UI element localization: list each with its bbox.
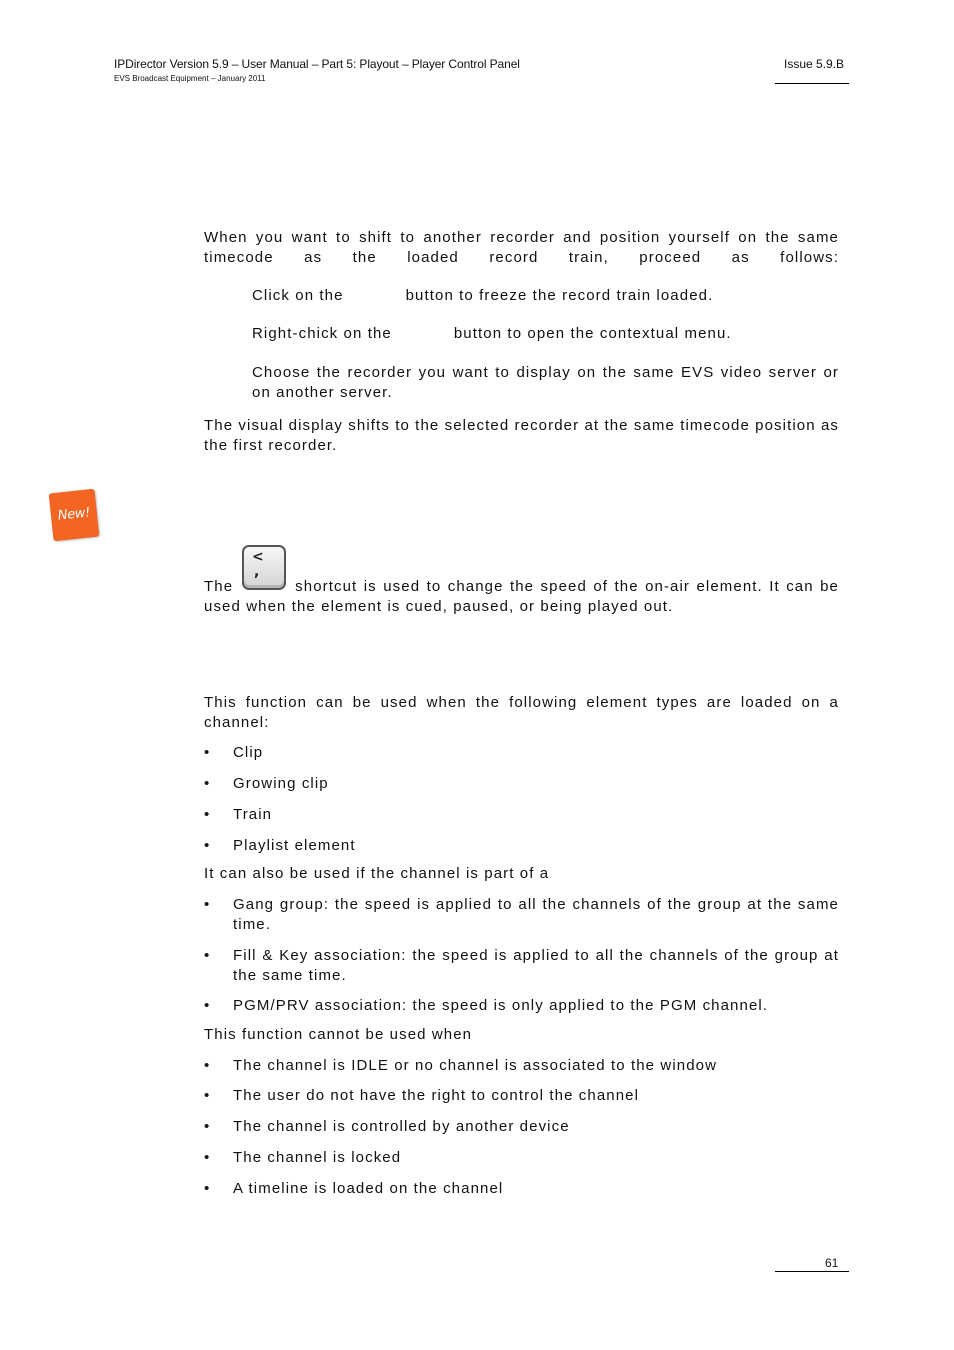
footer-rule [775, 1271, 849, 1272]
step-1-text-a: Click on the [252, 287, 344, 304]
header-rule [775, 83, 849, 84]
step-2 [252, 324, 839, 344]
key-bottom-glyph: , [254, 564, 260, 580]
result-text: The visual display shifts to the selected recorder at the same timecode position as the first recorder. [204, 417, 839, 454]
result-paragraph [204, 416, 839, 455]
list-item-text: The channel is locked [233, 1149, 402, 1166]
step-2-text-a: Right-chick on the [252, 325, 392, 342]
list-item-text: Gang group: the speed is applied to all the channels of the group at the same time. [233, 896, 839, 933]
shortcut-paragraph [204, 577, 839, 616]
new-badge [49, 489, 100, 542]
step-3-text: Choose the recorder you want to display on the same EVS video server or on another server. [252, 364, 839, 401]
cannot-intro [204, 1025, 839, 1045]
step-3 [252, 363, 839, 402]
list-item-text: Growing clip [233, 775, 329, 792]
shortcut-text-b: shortcut is used to change the speed of the on-air element. It can be used when the element is cued, paused, or being played out. [204, 578, 839, 615]
page-number: 61 [825, 1256, 839, 1270]
header-subtitle: EVS Broadcast Equipment – January 2011 [114, 74, 266, 83]
intro-text: When you want to shift to another recorder and position yourself on the same timecode as the loaded record train, proceed as follows: [204, 229, 839, 266]
list-item-text: Train [233, 806, 273, 823]
step-1 [252, 286, 839, 306]
groups-intro [204, 864, 839, 884]
list-item-text: The channel is controlled by another device [233, 1118, 570, 1135]
cannot-intro-text: This function cannot be used when [204, 1026, 473, 1043]
list-item-text: Playlist element [233, 837, 356, 854]
list-item-text: A timeline is loaded on the channel [233, 1180, 504, 1197]
list-item-text: Fill & Key association: the speed is applied to all the channels of the group at the same time. [233, 947, 839, 984]
new-badge-label: New! [57, 505, 91, 524]
list-item-text: PGM/PRV association: the speed is only applied to the PGM channel. [233, 997, 769, 1014]
list-item-text: Clip [233, 744, 264, 761]
step-1-text-b: button to freeze the record train loaded. [405, 287, 714, 304]
header-issue: Issue 5.9.B [784, 57, 845, 71]
shortcut-text-a: The [204, 578, 234, 595]
list-item-text: The user do not have the right to control the channel [233, 1087, 640, 1104]
list-item-text: The channel is IDLE or no channel is associated to the window [233, 1057, 718, 1074]
groups-intro-text: It can also be used if the channel is part of a [204, 865, 550, 882]
types-intro-text: This function can be used when the following element types are loaded on a channel: [204, 694, 839, 731]
key-top-glyph: < [252, 549, 264, 565]
header-title: IPDirector Version 5.9 – User Manual – Part 5: Playout – Player Control Panel [114, 57, 520, 71]
types-intro [204, 693, 839, 732]
intro-paragraph [204, 228, 839, 267]
step-2-text-b: button to open the contextual menu. [453, 325, 732, 342]
